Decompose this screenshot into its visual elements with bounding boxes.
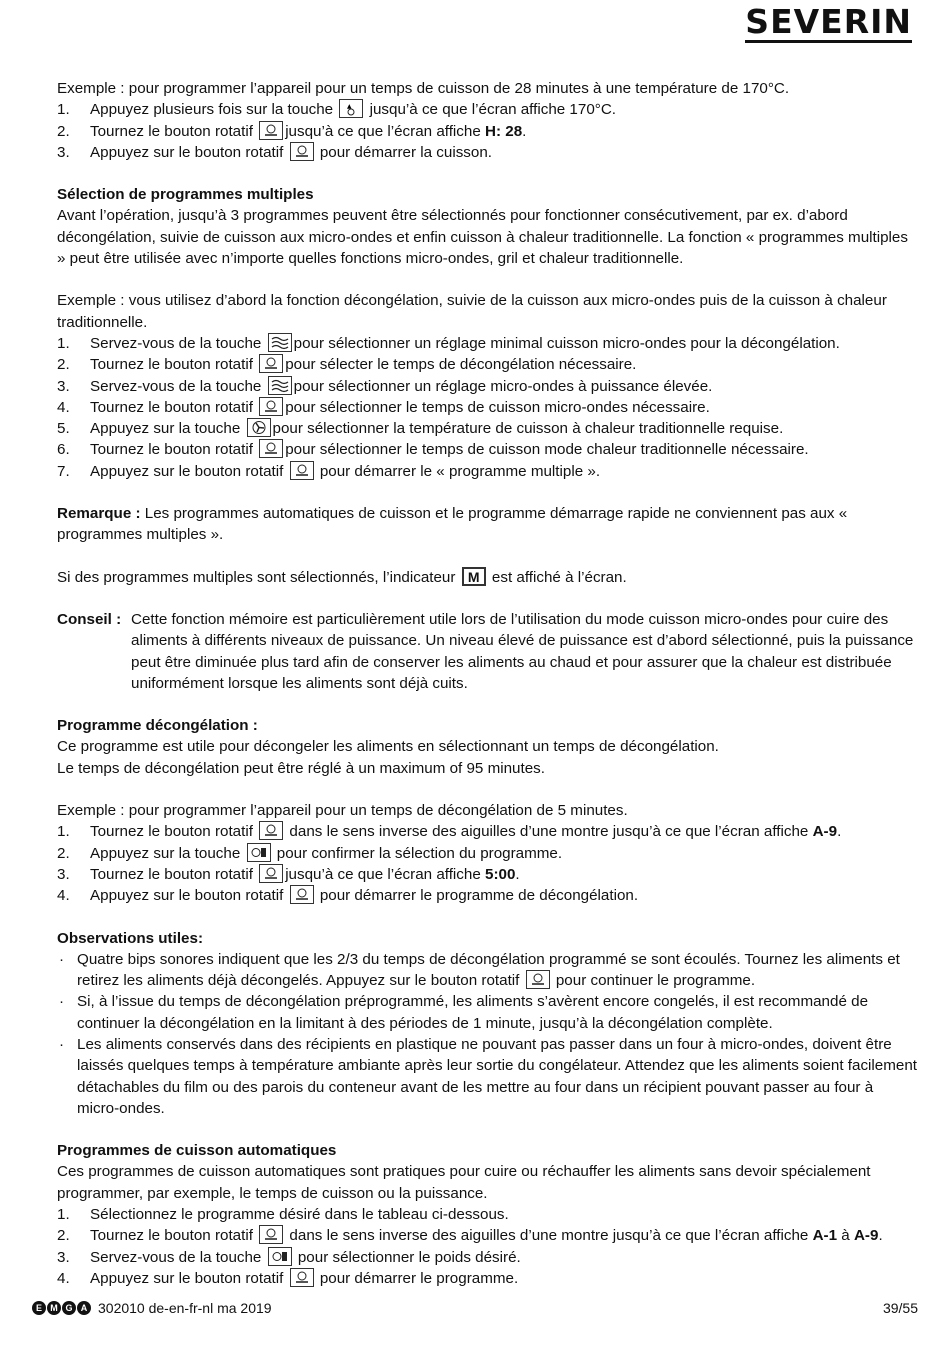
rotary-knob-icon <box>259 354 283 373</box>
auto-weight-key-icon <box>247 843 271 862</box>
section-title: Programme décongélation : <box>57 717 258 735</box>
rotary-knob-icon <box>259 439 283 458</box>
list-item: 2. Appuyez sur la touche pour confirmer la sélection du programme. <box>57 844 563 862</box>
example-steps <box>57 99 917 163</box>
auto-weight-key-icon <box>268 1247 292 1266</box>
svg-text:▲: ▲ <box>347 103 352 111</box>
fan-key-icon <box>247 418 271 437</box>
page-content <box>57 78 917 1289</box>
list-item: · Quatre bips sonores indiquent que les 2/3 du temps de décongélation programmé se sont écoulés. Tournez les aliments et retirez les aliments déjà décongelés. Appuyez sur le bouton rotatif pour continuer le programme. <box>59 950 900 990</box>
paragraph: Ce programme est utile pour décongeler les aliments en sélectionnant un temps de décongélation. <box>57 738 719 756</box>
rotary-knob-icon <box>259 397 283 416</box>
paragraph: Avant l’opération, jusqu’à 3 programmes peuvent être sélectionnés pour fonctionner consécutivement, par ex. d’abord décongélation, suivie de cuisson aux micro-ondes et enfin cuisson à chaleur traditionnelle. La fonction « programmes multiples » peut être utilisée avec n’importe quelles fonctions micro-ondes, gril et chaleur traditionnelle. <box>57 207 908 268</box>
section-title: Sélection de programmes multiples <box>57 186 314 204</box>
list-item: 6. Tournez le bouton rotatif pour sélectionner le temps de cuisson mode chaleur traditionnelle nécessaire. <box>57 441 809 459</box>
section-title: Observations utiles: <box>57 929 204 947</box>
list-item: 3. Servez-vous de la touche pour sélectionner le poids désiré. <box>57 1248 521 1266</box>
rotary-knob-icon <box>259 121 283 140</box>
rotary-knob-icon <box>259 821 283 840</box>
footer <box>32 1300 272 1316</box>
tip-text: Cette fonction mémoire est particulièrement utile lors de l’utilisation du mode cuisson micro-ondes pour cuire des aliments à différents niveaux de puissance. Un niveau élevé de puissance est d’abord sélectionné, puis la puissance peut être diminuée plus tard afin de conserver les aliments au chaud et pour assurer que la chaleur est distribuée uniformément lorsque les aliments sont déjà cuits. <box>131 610 914 692</box>
rotary-knob-icon <box>259 1225 283 1244</box>
list-item: 1. Appuyez plusieurs fois sur la touche ▲ jusqu’à ce que l’écran affiche 170°C. <box>57 101 617 119</box>
multi-steps <box>57 333 917 482</box>
list-item: 7. Appuyez sur le bouton rotatif pour démarrer le « programme multiple ». <box>57 462 601 480</box>
list-item: 1. Sélectionnez le programme désiré dans le tableau ci-dessous. <box>57 1206 509 1224</box>
list-item: 1. Tournez le bouton rotatif dans le sens inverse des aiguilles d’une montre jusqu’à ce que l’écran affiche A-9. <box>57 823 842 841</box>
list-item: 3. Appuyez sur le bouton rotatif pour démarrer la cuisson. <box>57 143 493 161</box>
rotary-knob-icon <box>526 970 550 989</box>
emga-logo: E M G A <box>32 1301 92 1315</box>
microwave-key-icon <box>268 333 292 352</box>
tip-label: Conseil : <box>57 610 122 628</box>
memory-indicator-icon: M <box>462 567 486 586</box>
page-number: 39/55 <box>882 1300 918 1316</box>
list-item: 4. Appuyez sur le bouton rotatif pour démarrer le programme. <box>57 1269 519 1287</box>
remark: Remarque : Les programmes automatiques de cuisson et le programme démarrage rapide ne conviennent pas aux « programmes multiples ». <box>57 505 848 544</box>
section-title: Programmes de cuisson automatiques <box>57 1142 337 1160</box>
list-item: 3. Servez-vous de la touche pour sélectionner un réglage micro-ondes à puissance élevée. <box>57 377 713 395</box>
rotary-knob-icon <box>259 864 283 883</box>
example-intro: Exemple : pour programmer l’appareil pour un temps de cuisson de 28 minutes à une température de 170°C. <box>57 80 790 97</box>
list-item: 4. Appuyez sur le bouton rotatif pour démarrer le programme de décongélation. <box>57 887 639 905</box>
list-item: 1. Servez-vous de la touche pour sélectionner un réglage minimal cuisson micro-ondes pour la décongélation. <box>57 334 840 352</box>
paragraph: Exemple : pour programmer l’appareil pour un temps de décongélation de 5 minutes. <box>57 802 628 820</box>
tip-block <box>57 609 917 694</box>
list-item: 2. Tournez le bouton rotatif jusqu’à ce que l’écran affiche H: 28. <box>57 122 527 140</box>
severin-logo: SEVERIN <box>745 2 912 41</box>
paragraph: Exemple : vous utilisez d’abord la fonction décongélation, suivie de la cuisson aux micro-ondes puis de la cuisson à chaleur traditionnelle. <box>57 292 887 331</box>
observations-list <box>57 949 917 1119</box>
indicator-note: Si des programmes multiples sont sélectionnés, l’indicateur M est affiché à l’écran. <box>57 568 627 586</box>
defrost-steps <box>57 821 917 906</box>
rotary-knob-icon <box>290 461 314 480</box>
paragraph: Le temps de décongélation peut être réglé à un maximum of 95 minutes. <box>57 759 545 777</box>
list-item: 3. Tournez le bouton rotatif jusqu’à ce que l’écran affiche 5:00. <box>57 865 520 883</box>
list-item: 2. Tournez le bouton rotatif dans le sens inverse des aiguilles d’une montre jusqu’à ce que l’écran affiche A-1 à A-9. <box>57 1227 883 1245</box>
rotary-knob-icon <box>290 142 314 161</box>
document-code: 302010 de-en-fr-nl ma 2019 <box>98 1300 272 1316</box>
list-item: 2. Tournez le bouton rotatif pour sélecter le temps de décongélation nécessaire. <box>57 356 637 374</box>
list-item: 5. Appuyez sur la touche pour sélectionner la température de cuisson à chaleur traditionnelle requise. <box>57 420 784 438</box>
list-item: · Les aliments conservés dans des récipients en plastique ne pouvant pas passer dans un four à micro-ondes, doivent être laissés quelques temps à température ambiante après leur sortie du congélateur. Attendez que les aliments soient facilement détachables du film ou des parois du conteneur avant de les mettre au four dans un récipient pouvant passer au four à micro-ondes. <box>59 1035 918 1117</box>
auto-steps <box>57 1204 917 1289</box>
list-item: · Si, à l’issue du temps de décongélation préprogrammé, les aliments s’avèrent encore congelés, il est recommandé de continuer la décongélation en la limitant à des périodes de 1 minute, jusqu’à la décongélation complète. <box>59 993 869 1032</box>
rotary-knob-icon <box>290 1268 314 1287</box>
paragraph: Ces programmes de cuisson automatiques sont pratiques pour cuire ou réchauffer les aliments sans devoir spécialement programmer, par exemple, le temps de cuisson ou la puissance. <box>57 1163 871 1202</box>
microwave-key-icon <box>268 376 292 395</box>
list-item: 4. Tournez le bouton rotatif pour sélectionner le temps de cuisson micro-ondes nécessaire. <box>57 398 710 416</box>
rotary-knob-icon <box>290 885 314 904</box>
temperature-key-icon <box>339 99 363 118</box>
